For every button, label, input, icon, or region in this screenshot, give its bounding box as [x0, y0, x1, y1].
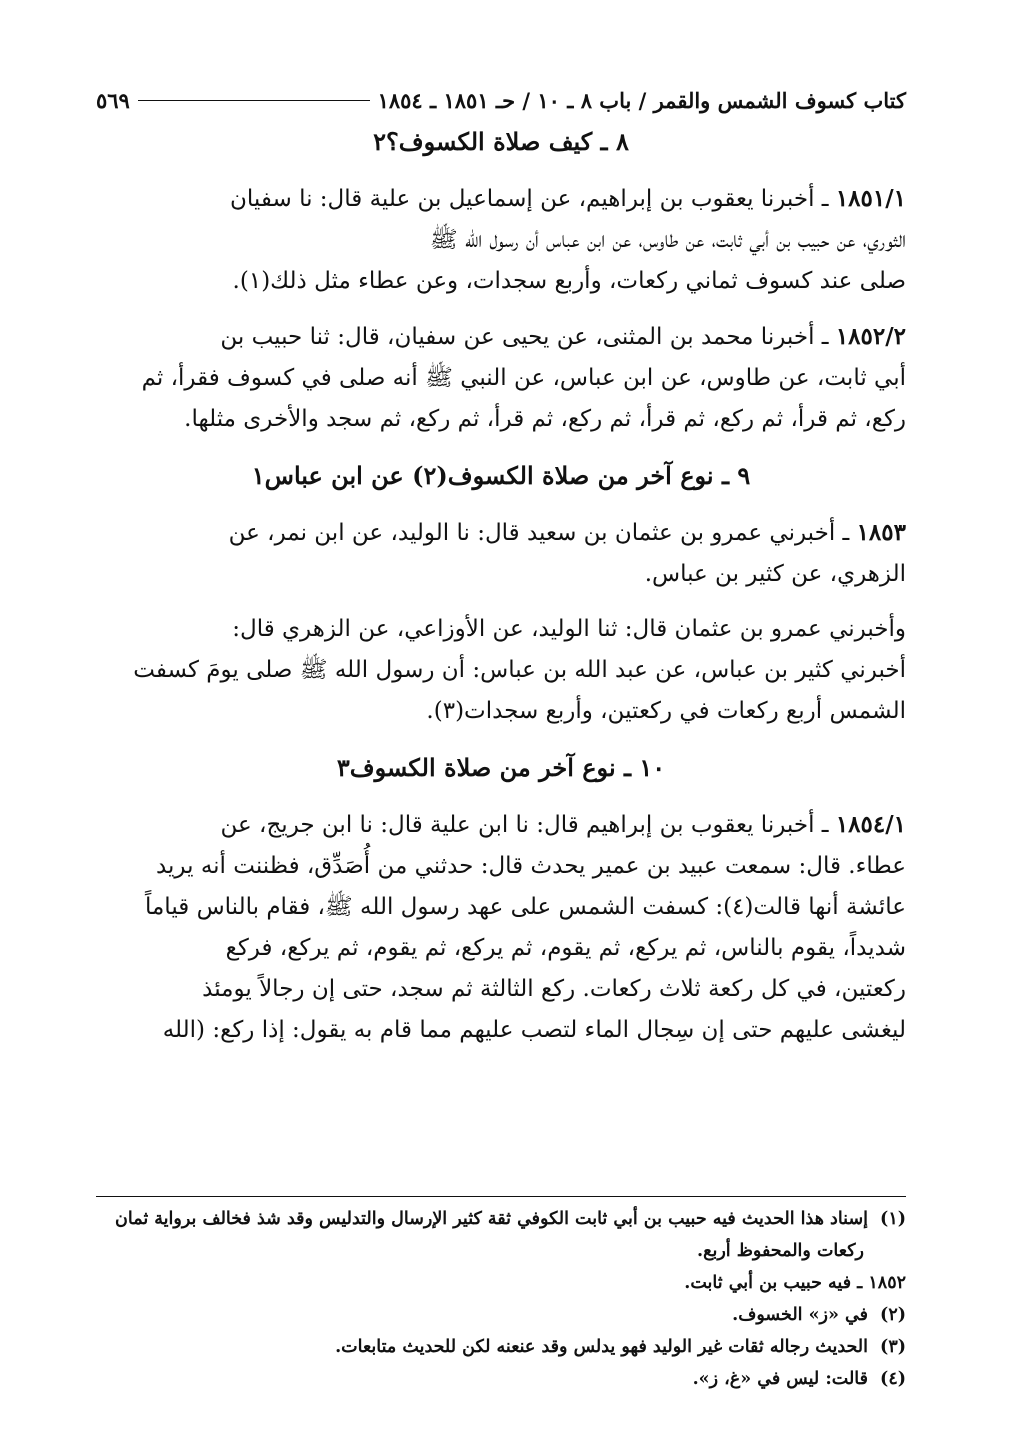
hadith-number: ١٨٥١/١ — [835, 185, 906, 212]
text-line: ـ أخبرنا يعقوب بن إبراهيم، عن إسماعيل بن علية قال: نا سفيان — [230, 186, 836, 212]
text-line: الثوري، عن حبيب بن أبي ثابت، عن طاوس، عن ابن عباس أن رسول الله ﷺ — [429, 227, 906, 253]
text-line: ليغشى عليهم حتى إن سِجال الماء لتصب عليهم مما قام به يقول: إذا ركع: (الله — [162, 1017, 906, 1043]
page-number: ٥٦٩ — [96, 87, 130, 113]
text-line: الزهري، عن كثير بن عباس. — [644, 561, 906, 587]
text-line: أخبرني كثير بن عباس، عن عبد الله بن عباس: أن رسول الله ﷺ صلى يومَ كسفت — [133, 657, 906, 683]
footnotes — [96, 1196, 906, 1395]
hadith-paragraph — [96, 178, 906, 302]
text-line: ـ أخبرنا محمد بن المثنى، عن يحيى عن سفيان، قال: ثنا حبيب بن — [220, 324, 836, 350]
hadith-paragraph — [96, 804, 906, 1051]
text-line: ركع، ثم قرأ، ثم ركع، ثم قرأ، ثم ركع، ثم قرأ، ثم ركع، ثم سجد والأخرى مثلها. — [184, 406, 906, 432]
hadith-number: ١٨٥٣ — [856, 519, 906, 546]
footnote-index: (٣) — [880, 1337, 906, 1357]
page-body — [96, 80, 906, 1051]
footnote — [96, 1235, 906, 1267]
hadith-number: ١٨٥٢/٢ — [835, 323, 906, 350]
running-title: كتاب كسوف الشمس والقمر / باب ٨ ـ ١٠ / حـ ١٨٥١ ـ ١٨٥٤ — [377, 87, 906, 113]
section-title: ٩ ـ نوع آخر من صلاة الكسوف(٢) عن ابن عباس١ — [251, 461, 751, 490]
text-line: الشمس أربع ركعات في ركعتين، وأربع سجدات(٣). — [426, 698, 906, 724]
header-rule — [138, 100, 370, 101]
footnote-text: ١٨٥٢ ـ فيه حبيب بن أبي ثابت. — [684, 1273, 906, 1293]
footnote — [96, 1299, 906, 1331]
text-line: عائشة أنها قالت(٤): كسفت الشمس على عهد رسول الله ﷺ، فقام بالناس قياماً — [144, 894, 906, 920]
footnote-text: إسناد هذا الحديث فيه حبيب بن أبي ثابت الكوفي ثقة كثير الإرسال والتدليس وقد شذ فخالف برواية ثمان — [115, 1209, 868, 1229]
footnote — [96, 1363, 906, 1395]
running-header — [96, 80, 906, 120]
text-line: صلى عند كسوف ثماني ركعات، وأربع سجدات، وعن عطاء مثل ذلك(١). — [232, 268, 906, 294]
hadith-paragraph — [96, 609, 906, 732]
text-line: وأخبرني عمرو بن عثمان قال: ثنا الوليد، عن الأوزاعي، عن الزهري قال: — [232, 616, 906, 642]
footnote-index: (١) — [880, 1209, 906, 1229]
footnote-rule — [96, 1196, 906, 1197]
footnote — [96, 1267, 906, 1299]
text-line: شديداً، يقوم بالناس، ثم يركع، ثم يقوم، ثم يركع، ثم يقوم، ثم يركع، فركع — [225, 935, 906, 961]
footnote-index: (٤) — [880, 1369, 906, 1389]
footnote-index: (٢) — [880, 1305, 906, 1325]
text-line: ـ أخبرنا يعقوب بن إبراهيم قال: نا ابن علية قال: نا ابن جريج، عن — [220, 812, 836, 838]
hadith-paragraph — [96, 512, 906, 595]
text-line: ركعتين، في كل ركعة ثلاث ركعات. ركع الثالثة ثم سجد، حتى إن رجالاً يومئذ — [202, 976, 906, 1002]
text-line: أبي ثابت، عن طاوس، عن ابن عباس، عن النبي ﷺ أنه صلى في كسوف فقرأ، ثم — [141, 365, 906, 391]
footnote — [96, 1331, 906, 1363]
hadith-number: ١٨٥٤/١ — [835, 811, 906, 838]
text-line: عطاء. قال: سمعت عبيد بن عمير يحدث قال: حدثني من أُصَدِّق، فظننت أنه يريد — [155, 853, 906, 879]
section-title: ٨ ـ كيف صلاة الكسوف؟٢ — [373, 127, 629, 156]
footnote — [96, 1203, 906, 1235]
footnote-text: ركعات والمحفوظ أربع. — [697, 1241, 864, 1261]
section-title: ١٠ ـ نوع آخر من صلاة الكسوف٣ — [336, 753, 666, 782]
text-line: ـ أخبرني عمرو بن عثمان بن سعيد قال: نا الوليد، عن ابن نمر، عن — [228, 520, 857, 546]
hadith-paragraph — [96, 316, 906, 440]
footnote-text: قالت: ليس في «غ، ز». — [692, 1369, 868, 1389]
footnote-text: في «ز» الخسوف. — [732, 1305, 868, 1325]
footnote-text: الحديث رجاله ثقات غير الوليد فهو يدلس وقد عنعنه لكن للحديث متابعات. — [335, 1337, 868, 1357]
